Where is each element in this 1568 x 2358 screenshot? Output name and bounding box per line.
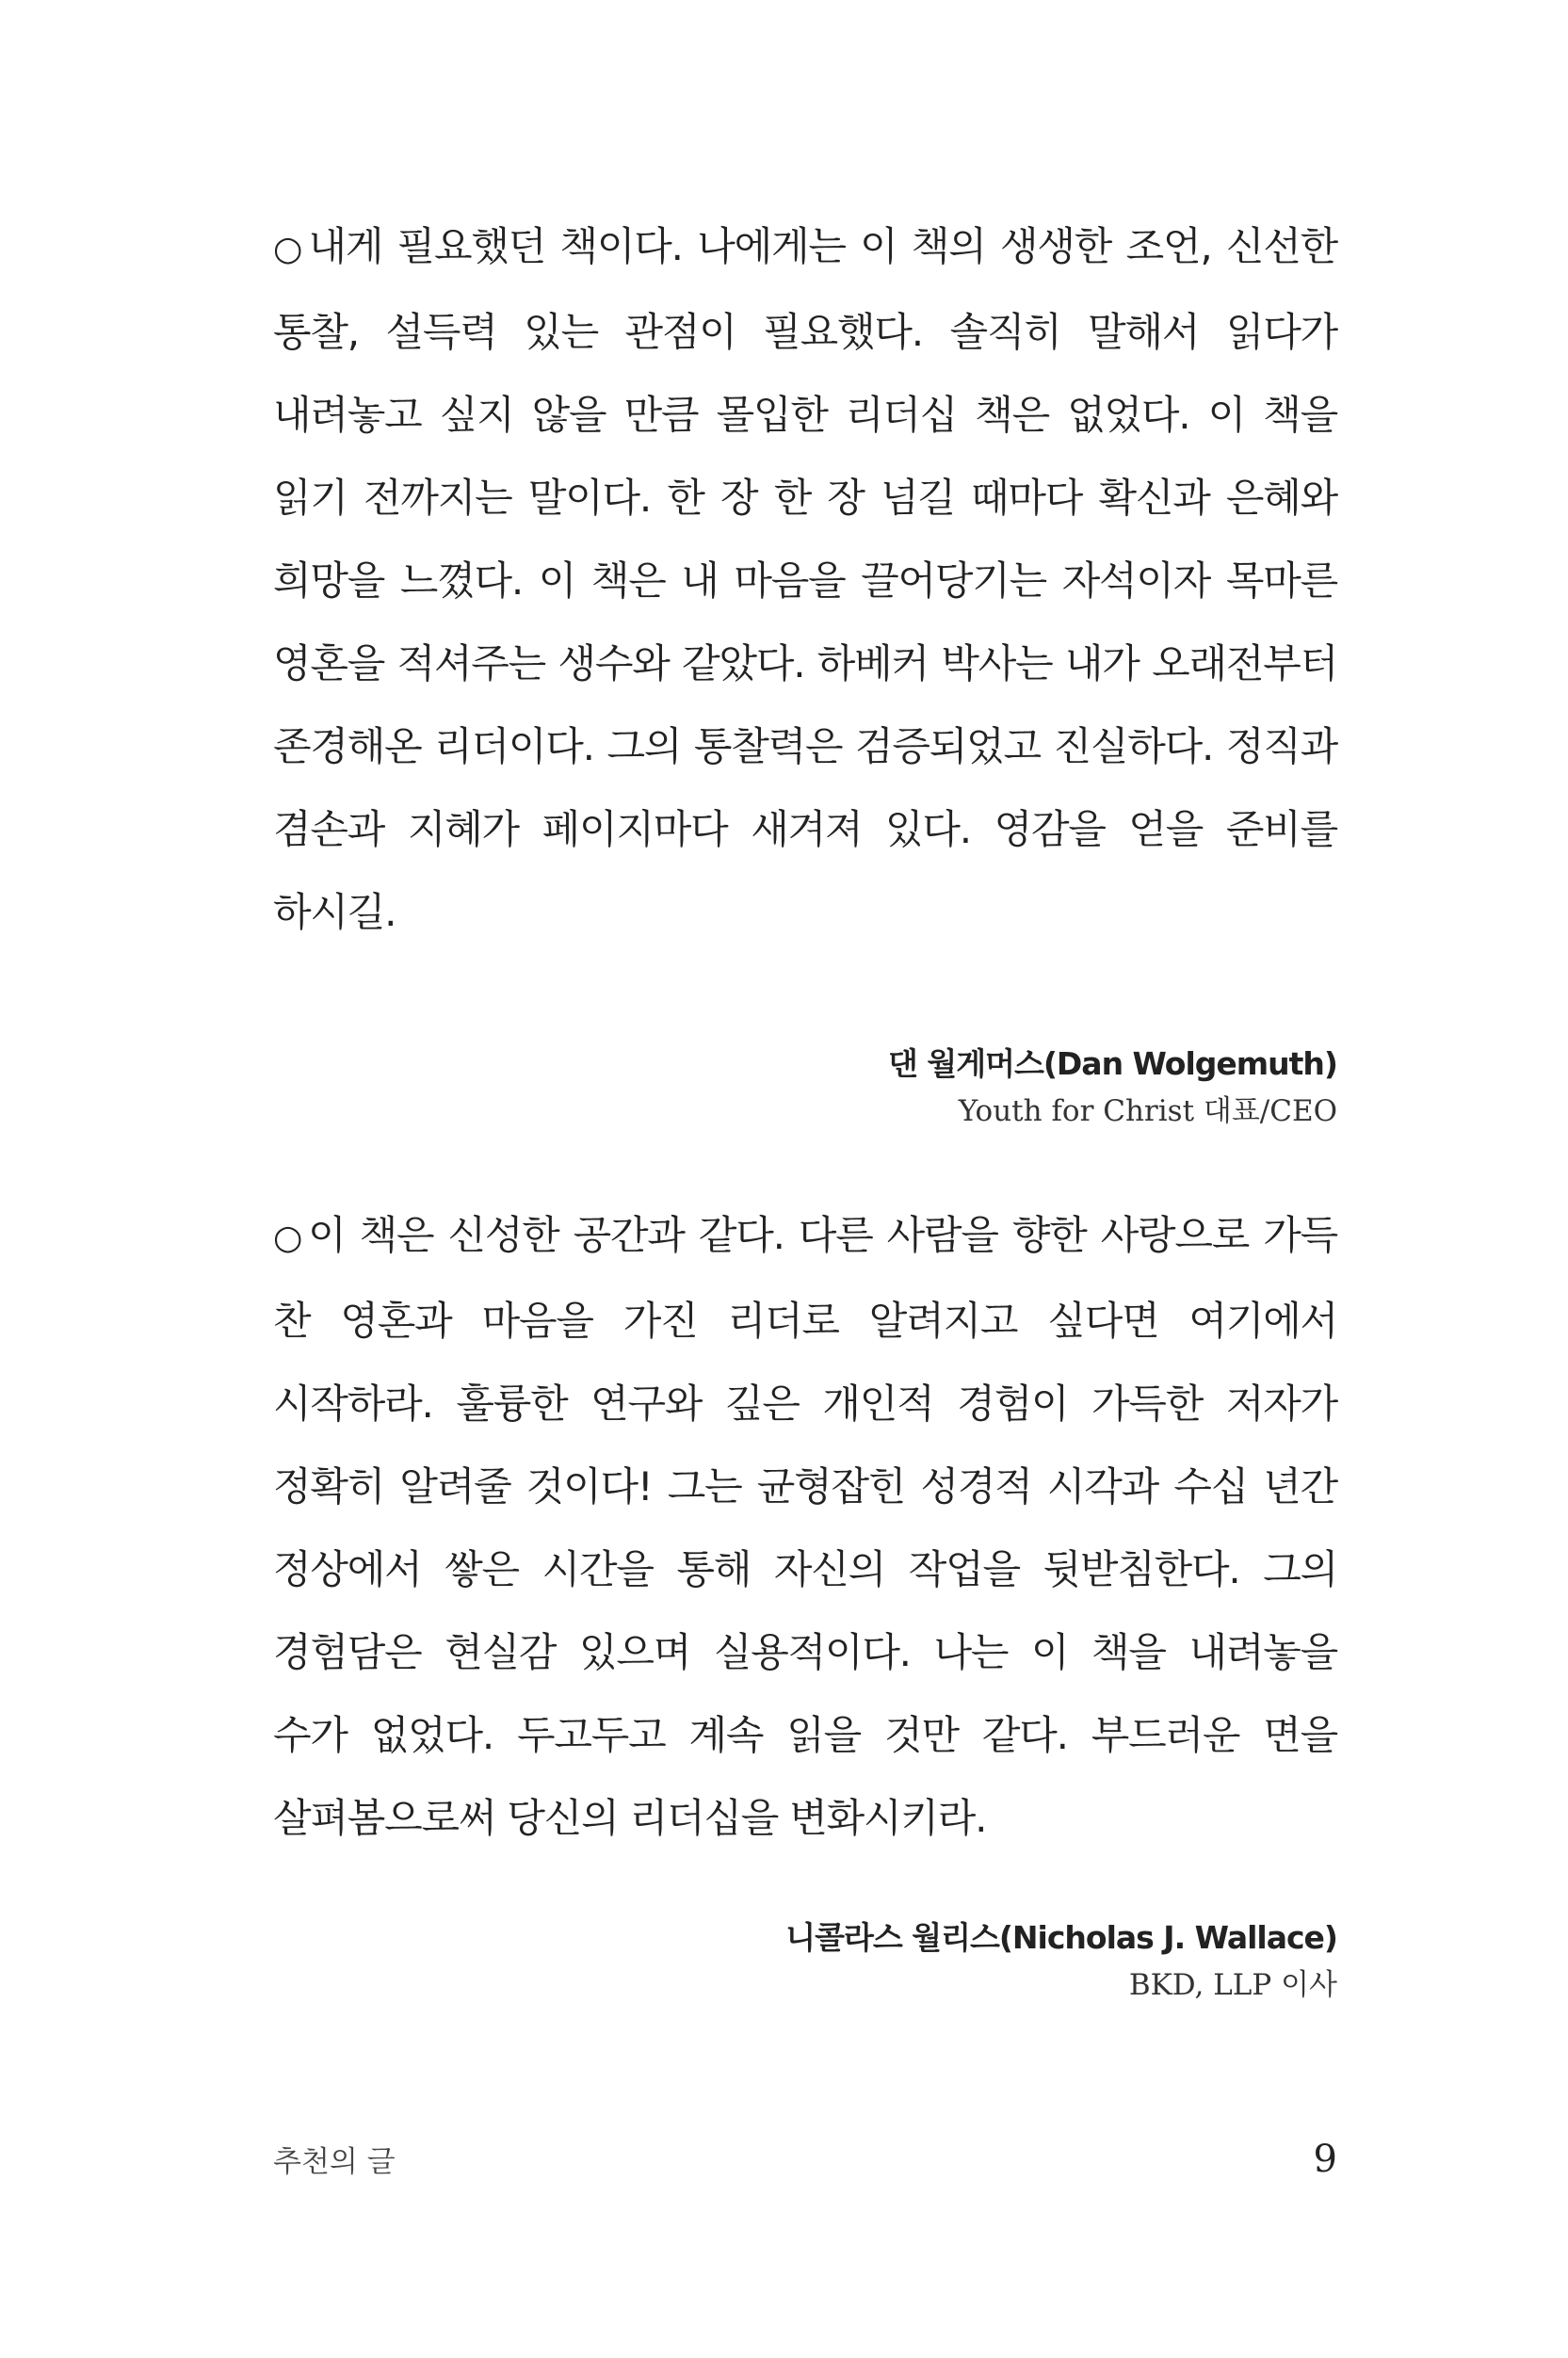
endorsement-1-author-name: 댄 월게머스(Dan Wolgemuth) bbox=[887, 1045, 1337, 1082]
endorsement-2-author-name: 니콜라스 월리스(Nicholas J. Wallace) bbox=[785, 1919, 1337, 1956]
running-footer-section-title: 추천의 글 bbox=[273, 2145, 396, 2179]
endorsement-2-author-role: BKD, LLP 이사 bbox=[1128, 1968, 1337, 2002]
endorsement-1-text-block bbox=[273, 205, 1337, 954]
endorsement-2-body: 이 책은 신성한 공간과 같다. 다른 사람을 향한 사랑으로 가득 찬 영혼과 마음을 가진 리더로 알려지고 싶다면 여기에서 시작하라. 훌륭한 연구와 깊은 개인적 경험이 가득한 저자가 정확히 알려줄 것이다! 그는 균형잡힌 성경적 시각과 수십 년간 정상에서 쌓은 시간을 통해 자신의 작업을 뒷받침한다. 그의 경험담은 현실감 있으며 실용적이다. 나는 이 책을 내려놓을 수가 없었다. 두고두고 계속 읽을 것만 같다. 부드러운 면을 살펴봄으로써 당신의 리더십을 변화시키라. bbox=[273, 1212, 1338, 1841]
endorsement-1-body: 내게 필요했던 책이다. 나에게는 이 책의 생생한 조언, 신선한 통찰, 설득력 있는 관점이 필요했다. 솔직히 말해서 읽다가 내려놓고 싶지 않을 만큼 몰입한 리더십 책은 없었다. 이 책을 읽기 전까지는 말이다. 한 장 한 장 넘길 때마다 확신과 은혜와 희망을 느꼈다. 이 책은 내 마음을 끌어당기는 자석이자 목마른 영혼을 적셔주는 생수와 같았다. 하베커 박사는 내가 오래전부터 존경해온 리더이다. 그의 통찰력은 검증되었고 진실하다. 정직과 겸손과 지혜가 페이지마다 새겨져 있다. 영감을 얻을 준비를 하시길. bbox=[273, 223, 1338, 935]
bullet-circle-icon: ○ bbox=[273, 230, 305, 268]
page-number: 9 bbox=[1313, 2138, 1337, 2181]
page-footer bbox=[273, 2138, 1337, 2181]
endorsement-2 bbox=[273, 1194, 1337, 2009]
bullet-circle-icon: ○ bbox=[273, 1219, 305, 1257]
endorsement-1-author-role: Youth for Christ 대표/CEO bbox=[958, 1094, 1337, 1128]
endorsement-1-signature bbox=[273, 1041, 1337, 1135]
endorsement-1 bbox=[273, 205, 1337, 1135]
endorsement-2-signature bbox=[273, 1914, 1337, 2009]
endorsement-2-text-block bbox=[273, 1194, 1337, 1860]
